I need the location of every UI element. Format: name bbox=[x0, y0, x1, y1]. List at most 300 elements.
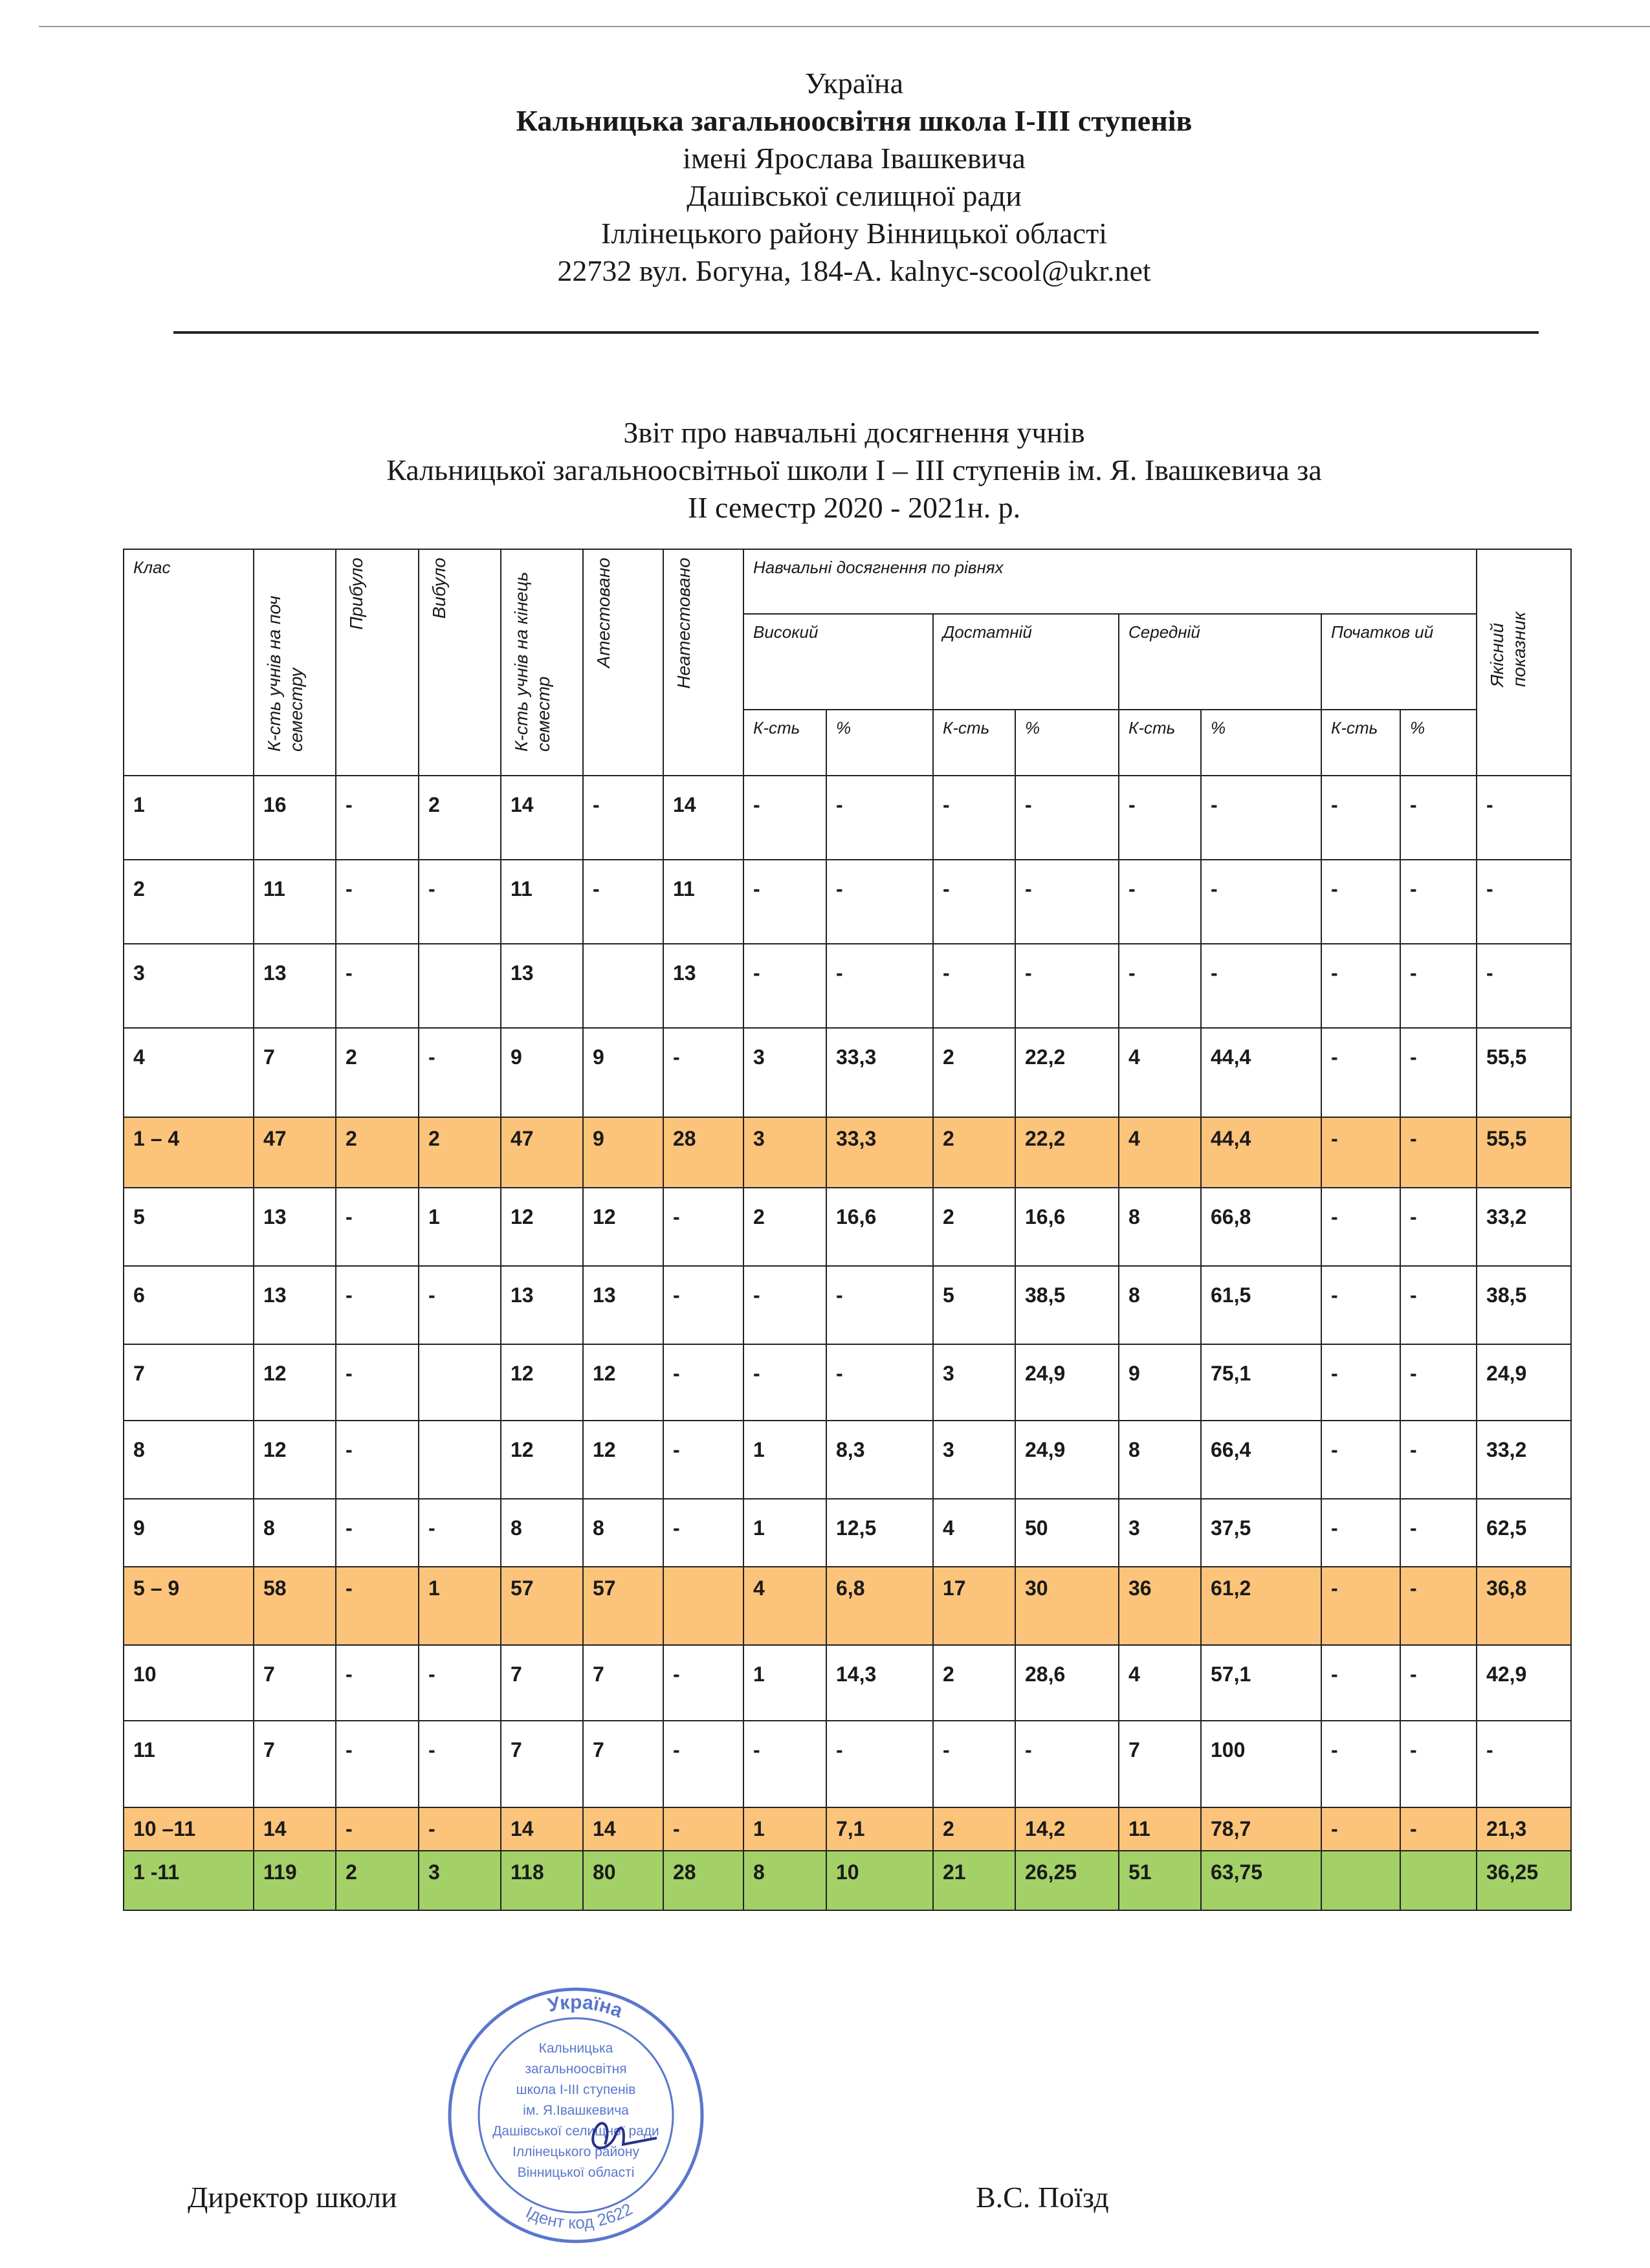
col-sufficient: Достатній bbox=[933, 614, 1119, 710]
cell-s-n: 3 bbox=[933, 1421, 1015, 1499]
cell-h-n: 4 bbox=[743, 1567, 826, 1645]
cell-s-n: 2 bbox=[933, 1117, 1015, 1188]
cell-h-p: - bbox=[826, 860, 933, 944]
col-high-percent: % bbox=[826, 710, 933, 776]
cell-i-n: - bbox=[1321, 944, 1400, 1028]
cell-m-p: 61,5 bbox=[1201, 1266, 1321, 1344]
cell-class: 5 bbox=[124, 1188, 254, 1266]
col-sufficient-count: К-сть bbox=[933, 710, 1015, 776]
cell-s-p: - bbox=[1015, 944, 1119, 1028]
cell-not-att: - bbox=[663, 1421, 743, 1499]
col-medium: Середній bbox=[1119, 614, 1321, 710]
cell-arrived: - bbox=[336, 860, 419, 944]
cell-q: 21,3 bbox=[1477, 1807, 1571, 1851]
cell-m-p: - bbox=[1201, 860, 1321, 944]
col-sufficient-percent: % bbox=[1015, 710, 1119, 776]
cell-m-p: 63,75 bbox=[1201, 1851, 1321, 1910]
cell-m-n: 8 bbox=[1119, 1421, 1201, 1499]
cell-class: 2 bbox=[124, 860, 254, 944]
col-levels: Навчальні досягнення по рівнях bbox=[743, 549, 1477, 614]
cell-s-n: 5 bbox=[933, 1266, 1015, 1344]
cell-attested bbox=[583, 944, 663, 1028]
cell-left: - bbox=[419, 1807, 501, 1851]
table-row bbox=[124, 1344, 1571, 1421]
col-initial-count: К-сть bbox=[1321, 710, 1400, 776]
cell-end: 12 bbox=[501, 1344, 583, 1421]
cell-h-n: - bbox=[743, 1344, 826, 1421]
cell-start: 58 bbox=[254, 1567, 336, 1645]
cell-s-n: 3 bbox=[933, 1344, 1015, 1421]
cell-h-n: - bbox=[743, 1721, 826, 1807]
cell-h-p: - bbox=[826, 776, 933, 860]
cell-s-p: 26,25 bbox=[1015, 1851, 1119, 1910]
cell-q: 36,8 bbox=[1477, 1567, 1571, 1645]
table-body bbox=[124, 776, 1571, 1910]
stamp-line: ім. Я.Івашкевича bbox=[523, 2103, 629, 2118]
cell-h-p: 12,5 bbox=[826, 1499, 933, 1566]
cell-q: 33,2 bbox=[1477, 1188, 1571, 1266]
cell-s-n: - bbox=[933, 944, 1015, 1028]
cell-attested: 7 bbox=[583, 1721, 663, 1807]
cell-s-p: 28,6 bbox=[1015, 1645, 1119, 1721]
cell-left: - bbox=[419, 1028, 501, 1117]
cell-m-n: 11 bbox=[1119, 1807, 1201, 1851]
cell-arrived: - bbox=[336, 1188, 419, 1266]
cell-not-att: - bbox=[663, 1188, 743, 1266]
cell-class: 1 bbox=[124, 776, 254, 860]
cell-h-n: 2 bbox=[743, 1188, 826, 1266]
stamp-top-text: Україна bbox=[545, 1991, 626, 2022]
table-row bbox=[124, 1567, 1571, 1645]
cell-h-p: - bbox=[826, 1266, 933, 1344]
cell-start: 7 bbox=[254, 1721, 336, 1807]
cell-i-n: - bbox=[1321, 1721, 1400, 1807]
cell-m-p: 75,1 bbox=[1201, 1344, 1321, 1421]
table-row bbox=[124, 1421, 1571, 1499]
cell-class: 8 bbox=[124, 1421, 254, 1499]
cell-attested: - bbox=[583, 776, 663, 860]
col-medium-percent: % bbox=[1201, 710, 1321, 776]
cell-s-n: 17 bbox=[933, 1567, 1015, 1645]
cell-attested: 8 bbox=[583, 1499, 663, 1566]
cell-i-n: - bbox=[1321, 1117, 1400, 1188]
cell-m-n: 7 bbox=[1119, 1721, 1201, 1807]
cell-attested: 80 bbox=[583, 1851, 663, 1910]
cell-s-n: 2 bbox=[933, 1645, 1015, 1721]
cell-left: - bbox=[419, 1266, 501, 1344]
col-class: Клас bbox=[124, 549, 254, 776]
table-row bbox=[124, 776, 1571, 860]
report-title bbox=[129, 414, 1579, 527]
school-name: Кальницька загальноосвітня школа І-ІІІ ступенів bbox=[516, 104, 1193, 137]
cell-arrived: - bbox=[336, 1567, 419, 1645]
svg-text:Ідент код 2622 bbox=[523, 2199, 635, 2232]
cell-not-att: - bbox=[663, 1344, 743, 1421]
cell-h-n: - bbox=[743, 776, 826, 860]
cell-m-n: 3 bbox=[1119, 1499, 1201, 1566]
cell-h-p: 6,8 bbox=[826, 1567, 933, 1645]
cell-attested: 12 bbox=[583, 1421, 663, 1499]
cell-s-n: 4 bbox=[933, 1499, 1015, 1566]
cell-end: 7 bbox=[501, 1645, 583, 1721]
cell-s-p: 22,2 bbox=[1015, 1028, 1119, 1117]
cell-h-n: 1 bbox=[743, 1421, 826, 1499]
title-line-3: ІІ семестр 2020 - 2021н. р. bbox=[687, 491, 1021, 524]
country: Україна bbox=[804, 67, 904, 100]
letterhead bbox=[129, 65, 1579, 290]
cell-h-n: 1 bbox=[743, 1499, 826, 1566]
cell-end: 8 bbox=[501, 1499, 583, 1566]
cell-end: 12 bbox=[501, 1421, 583, 1499]
cell-start: 13 bbox=[254, 944, 336, 1028]
district: Іллінецького району Вінницької області bbox=[600, 217, 1108, 250]
cell-class: 6 bbox=[124, 1266, 254, 1344]
table-row bbox=[124, 1645, 1571, 1721]
cell-arrived: - bbox=[336, 944, 419, 1028]
cell-arrived: 2 bbox=[336, 1851, 419, 1910]
cell-not-att: - bbox=[663, 1266, 743, 1344]
col-initial-percent: % bbox=[1400, 710, 1477, 776]
cell-i-p: - bbox=[1400, 1117, 1477, 1188]
letterhead-divider bbox=[173, 331, 1539, 334]
cell-start: 7 bbox=[254, 1028, 336, 1117]
cell-i-p: - bbox=[1400, 860, 1477, 944]
cell-end: 47 bbox=[501, 1117, 583, 1188]
cell-end: 14 bbox=[501, 776, 583, 860]
cell-i-n: - bbox=[1321, 1188, 1400, 1266]
table-row bbox=[124, 1499, 1571, 1566]
cell-i-n: - bbox=[1321, 1421, 1400, 1499]
cell-arrived: 2 bbox=[336, 1117, 419, 1188]
cell-not-att: - bbox=[663, 1721, 743, 1807]
table-row bbox=[124, 1117, 1571, 1188]
cell-q: 33,2 bbox=[1477, 1421, 1571, 1499]
cell-attested: 57 bbox=[583, 1567, 663, 1645]
cell-m-n: 4 bbox=[1119, 1117, 1201, 1188]
table-row bbox=[124, 1266, 1571, 1344]
cell-m-p: - bbox=[1201, 776, 1321, 860]
cell-i-n: - bbox=[1321, 860, 1400, 944]
stamp-line: Іллінецького району bbox=[512, 2144, 639, 2159]
cell-q: 55,5 bbox=[1477, 1117, 1571, 1188]
cell-end: 7 bbox=[501, 1721, 583, 1807]
cell-left bbox=[419, 1344, 501, 1421]
cell-m-p: - bbox=[1201, 944, 1321, 1028]
cell-i-p: - bbox=[1400, 776, 1477, 860]
cell-m-p: 57,1 bbox=[1201, 1645, 1321, 1721]
cell-left: 3 bbox=[419, 1851, 501, 1910]
cell-s-p: 24,9 bbox=[1015, 1421, 1119, 1499]
cell-class: 10 –11 bbox=[124, 1807, 254, 1851]
cell-s-p: 50 bbox=[1015, 1499, 1119, 1566]
cell-left: 1 bbox=[419, 1188, 501, 1266]
address: 22732 вул. Богуна, 184-А. kalnyc-scool@ukr.net bbox=[557, 254, 1151, 287]
cell-q: 38,5 bbox=[1477, 1266, 1571, 1344]
cell-m-n: - bbox=[1119, 944, 1201, 1028]
cell-left: 1 bbox=[419, 1567, 501, 1645]
cell-q: 55,5 bbox=[1477, 1028, 1571, 1117]
cell-class: 5 – 9 bbox=[124, 1567, 254, 1645]
cell-m-n: 8 bbox=[1119, 1266, 1201, 1344]
achievements-table bbox=[123, 549, 1572, 1911]
cell-i-p: - bbox=[1400, 1721, 1477, 1807]
stamp-line: Вінницької області bbox=[517, 2165, 635, 2180]
cell-h-p: 33,3 bbox=[826, 1117, 933, 1188]
cell-not-att: 14 bbox=[663, 776, 743, 860]
stamp-line: школа І-ІІІ ступенів bbox=[516, 2082, 636, 2097]
cell-class: 7 bbox=[124, 1344, 254, 1421]
cell-attested: - bbox=[583, 860, 663, 944]
named-after: імені Ярослава Івашкевича bbox=[683, 142, 1026, 175]
cell-q: - bbox=[1477, 1721, 1571, 1807]
cell-i-n: - bbox=[1321, 1344, 1400, 1421]
table-row bbox=[124, 944, 1571, 1028]
cell-i-n: - bbox=[1321, 1567, 1400, 1645]
cell-class: 9 bbox=[124, 1499, 254, 1566]
cell-attested: 12 bbox=[583, 1188, 663, 1266]
cell-start: 8 bbox=[254, 1499, 336, 1566]
cell-end: 11 bbox=[501, 860, 583, 944]
cell-left: - bbox=[419, 1499, 501, 1566]
cell-i-p: - bbox=[1400, 1188, 1477, 1266]
cell-attested: 7 bbox=[583, 1645, 663, 1721]
cell-end: 12 bbox=[501, 1188, 583, 1266]
col-initial: Початков ий bbox=[1321, 614, 1477, 710]
cell-not-att: - bbox=[663, 1645, 743, 1721]
cell-not-att: 28 bbox=[663, 1851, 743, 1910]
cell-h-p: 10 bbox=[826, 1851, 933, 1910]
cell-arrived: - bbox=[336, 1421, 419, 1499]
stamp-line: Кальницька bbox=[538, 2041, 613, 2056]
cell-h-p: - bbox=[826, 1721, 933, 1807]
table-row bbox=[124, 1807, 1571, 1851]
cell-m-n: - bbox=[1119, 860, 1201, 944]
cell-i-n: - bbox=[1321, 1028, 1400, 1117]
cell-attested: 9 bbox=[583, 1117, 663, 1188]
cell-h-n: 1 bbox=[743, 1645, 826, 1721]
cell-start: 11 bbox=[254, 860, 336, 944]
cell-s-p: - bbox=[1015, 860, 1119, 944]
col-left: Вибуло bbox=[419, 549, 501, 776]
cell-i-n: - bbox=[1321, 1645, 1400, 1721]
cell-s-p: 24,9 bbox=[1015, 1344, 1119, 1421]
cell-start: 47 bbox=[254, 1117, 336, 1188]
cell-h-n: - bbox=[743, 860, 826, 944]
cell-end: 13 bbox=[501, 1266, 583, 1344]
cell-i-p: - bbox=[1400, 944, 1477, 1028]
cell-h-p: 8,3 bbox=[826, 1421, 933, 1499]
cell-end: 14 bbox=[501, 1807, 583, 1851]
cell-m-p: 66,8 bbox=[1201, 1188, 1321, 1266]
cell-attested: 9 bbox=[583, 1028, 663, 1117]
cell-m-p: 78,7 bbox=[1201, 1807, 1321, 1851]
cell-class: 4 bbox=[124, 1028, 254, 1117]
cell-m-n: - bbox=[1119, 776, 1201, 860]
cell-not-att bbox=[663, 1567, 743, 1645]
table-row bbox=[124, 860, 1571, 944]
cell-not-att: 28 bbox=[663, 1117, 743, 1188]
cell-class: 1 -11 bbox=[124, 1851, 254, 1910]
cell-arrived: - bbox=[336, 1721, 419, 1807]
cell-end: 57 bbox=[501, 1567, 583, 1645]
cell-m-p: 44,4 bbox=[1201, 1117, 1321, 1188]
cell-left: 2 bbox=[419, 1117, 501, 1188]
cell-left bbox=[419, 944, 501, 1028]
cell-class: 10 bbox=[124, 1645, 254, 1721]
cell-start: 13 bbox=[254, 1188, 336, 1266]
cell-s-n: 2 bbox=[933, 1807, 1015, 1851]
cell-not-att: 13 bbox=[663, 944, 743, 1028]
cell-h-p: 7,1 bbox=[826, 1807, 933, 1851]
cell-s-p: - bbox=[1015, 1721, 1119, 1807]
cell-s-n: 2 bbox=[933, 1028, 1015, 1117]
school-stamp bbox=[443, 1983, 709, 2248]
cell-arrived: - bbox=[336, 1344, 419, 1421]
cell-arrived: - bbox=[336, 1645, 419, 1721]
cell-class: 1 – 4 bbox=[124, 1117, 254, 1188]
cell-s-p: - bbox=[1015, 776, 1119, 860]
cell-q: 62,5 bbox=[1477, 1499, 1571, 1566]
cell-q: 36,25 bbox=[1477, 1851, 1571, 1910]
cell-attested: 13 bbox=[583, 1266, 663, 1344]
cell-left: 2 bbox=[419, 776, 501, 860]
cell-s-p: 14,2 bbox=[1015, 1807, 1119, 1851]
cell-left bbox=[419, 1421, 501, 1499]
cell-start: 12 bbox=[254, 1344, 336, 1421]
table-row bbox=[124, 1721, 1571, 1807]
cell-arrived: 2 bbox=[336, 1028, 419, 1117]
council: Дашівської селищної ради bbox=[687, 179, 1022, 212]
cell-m-n: 8 bbox=[1119, 1188, 1201, 1266]
cell-i-p: - bbox=[1400, 1499, 1477, 1566]
cell-i-p bbox=[1400, 1851, 1477, 1910]
cell-s-p: 16,6 bbox=[1015, 1188, 1119, 1266]
cell-h-p: 33,3 bbox=[826, 1028, 933, 1117]
cell-end: 118 bbox=[501, 1851, 583, 1910]
cell-arrived: - bbox=[336, 776, 419, 860]
cell-h-p: - bbox=[826, 1344, 933, 1421]
col-high: Високий bbox=[743, 614, 933, 710]
col-arrived: Прибуло bbox=[336, 549, 419, 776]
cell-m-n: 4 bbox=[1119, 1645, 1201, 1721]
stamp-line: Дашівської селищної ради bbox=[492, 2124, 659, 2139]
table-row bbox=[124, 1028, 1571, 1117]
stamp-line: загальноосвітня bbox=[525, 2062, 627, 2077]
cell-i-n: - bbox=[1321, 776, 1400, 860]
cell-start: 14 bbox=[254, 1807, 336, 1851]
cell-arrived: - bbox=[336, 1807, 419, 1851]
cell-m-p: 37,5 bbox=[1201, 1499, 1321, 1566]
col-not-attested: Неатестовано bbox=[663, 549, 743, 776]
director-label: Директор школи bbox=[188, 2181, 397, 2214]
cell-s-n: - bbox=[933, 860, 1015, 944]
cell-h-p: 14,3 bbox=[826, 1645, 933, 1721]
cell-s-p: 22,2 bbox=[1015, 1117, 1119, 1188]
cell-class: 11 bbox=[124, 1721, 254, 1807]
col-quality: Якісний показник bbox=[1477, 549, 1571, 776]
cell-q: 42,9 bbox=[1477, 1645, 1571, 1721]
cell-h-n: - bbox=[743, 1266, 826, 1344]
cell-attested: 12 bbox=[583, 1344, 663, 1421]
cell-m-p: 100 bbox=[1201, 1721, 1321, 1807]
cell-h-n: 1 bbox=[743, 1807, 826, 1851]
cell-s-n: - bbox=[933, 1721, 1015, 1807]
cell-m-p: 66,4 bbox=[1201, 1421, 1321, 1499]
cell-not-att: - bbox=[663, 1028, 743, 1117]
cell-i-n: - bbox=[1321, 1807, 1400, 1851]
cell-i-p: - bbox=[1400, 1421, 1477, 1499]
cell-m-n: 51 bbox=[1119, 1851, 1201, 1910]
cell-i-n: - bbox=[1321, 1499, 1400, 1566]
cell-s-n: - bbox=[933, 776, 1015, 860]
cell-m-n: 36 bbox=[1119, 1567, 1201, 1645]
cell-i-p: - bbox=[1400, 1645, 1477, 1721]
cell-h-p: 16,6 bbox=[826, 1188, 933, 1266]
cell-left: - bbox=[419, 1645, 501, 1721]
cell-h-n: 3 bbox=[743, 1117, 826, 1188]
cell-end: 9 bbox=[501, 1028, 583, 1117]
cell-h-n: 3 bbox=[743, 1028, 826, 1117]
col-medium-count: К-сть bbox=[1119, 710, 1201, 776]
cell-start: 13 bbox=[254, 1266, 336, 1344]
cell-start: 12 bbox=[254, 1421, 336, 1499]
cell-not-att: - bbox=[663, 1807, 743, 1851]
cell-i-p: - bbox=[1400, 1266, 1477, 1344]
table-row bbox=[124, 1851, 1571, 1910]
cell-m-p: 44,4 bbox=[1201, 1028, 1321, 1117]
cell-left: - bbox=[419, 1721, 501, 1807]
cell-not-att: - bbox=[663, 1499, 743, 1566]
cell-i-p: - bbox=[1400, 1344, 1477, 1421]
cell-h-n: - bbox=[743, 944, 826, 1028]
title-line-1: Звіт про навчальні досягнення учнів bbox=[623, 416, 1085, 449]
cell-s-p: 38,5 bbox=[1015, 1266, 1119, 1344]
cell-m-n: 9 bbox=[1119, 1344, 1201, 1421]
cell-q: - bbox=[1477, 944, 1571, 1028]
cell-attested: 14 bbox=[583, 1807, 663, 1851]
cell-h-n: 8 bbox=[743, 1851, 826, 1910]
col-attested: Атестовано bbox=[583, 549, 663, 776]
title-line-2: Кальницької загальноосвітньої школи І – ІІІ ступенів ім. Я. Івашкевича за bbox=[386, 453, 1322, 486]
cell-m-n: 4 bbox=[1119, 1028, 1201, 1117]
cell-not-att: 11 bbox=[663, 860, 743, 944]
cell-h-p: - bbox=[826, 944, 933, 1028]
scan-edge-line bbox=[39, 26, 1650, 27]
cell-class: 3 bbox=[124, 944, 254, 1028]
cell-s-n: 2 bbox=[933, 1188, 1015, 1266]
cell-i-p: - bbox=[1400, 1028, 1477, 1117]
cell-i-p: - bbox=[1400, 1567, 1477, 1645]
table-row bbox=[124, 1188, 1571, 1266]
cell-start: 7 bbox=[254, 1645, 336, 1721]
director-name: В.С. Поїзд bbox=[976, 2181, 1109, 2214]
cell-s-n: 21 bbox=[933, 1851, 1015, 1910]
cell-end: 13 bbox=[501, 944, 583, 1028]
cell-start: 16 bbox=[254, 776, 336, 860]
cell-q: - bbox=[1477, 776, 1571, 860]
stamp-bottom-text: Ідент код 2622 bbox=[522, 2199, 636, 2233]
cell-q: - bbox=[1477, 860, 1571, 944]
cell-s-p: 30 bbox=[1015, 1567, 1119, 1645]
cell-i-n bbox=[1321, 1851, 1400, 1910]
cell-i-n: - bbox=[1321, 1266, 1400, 1344]
cell-i-p: - bbox=[1400, 1807, 1477, 1851]
col-start: К-сть учнів на поч семестру bbox=[254, 549, 336, 776]
cell-m-p: 61,2 bbox=[1201, 1567, 1321, 1645]
col-high-count: К-сть bbox=[743, 710, 826, 776]
cell-start: 119 bbox=[254, 1851, 336, 1910]
cell-arrived: - bbox=[336, 1499, 419, 1566]
